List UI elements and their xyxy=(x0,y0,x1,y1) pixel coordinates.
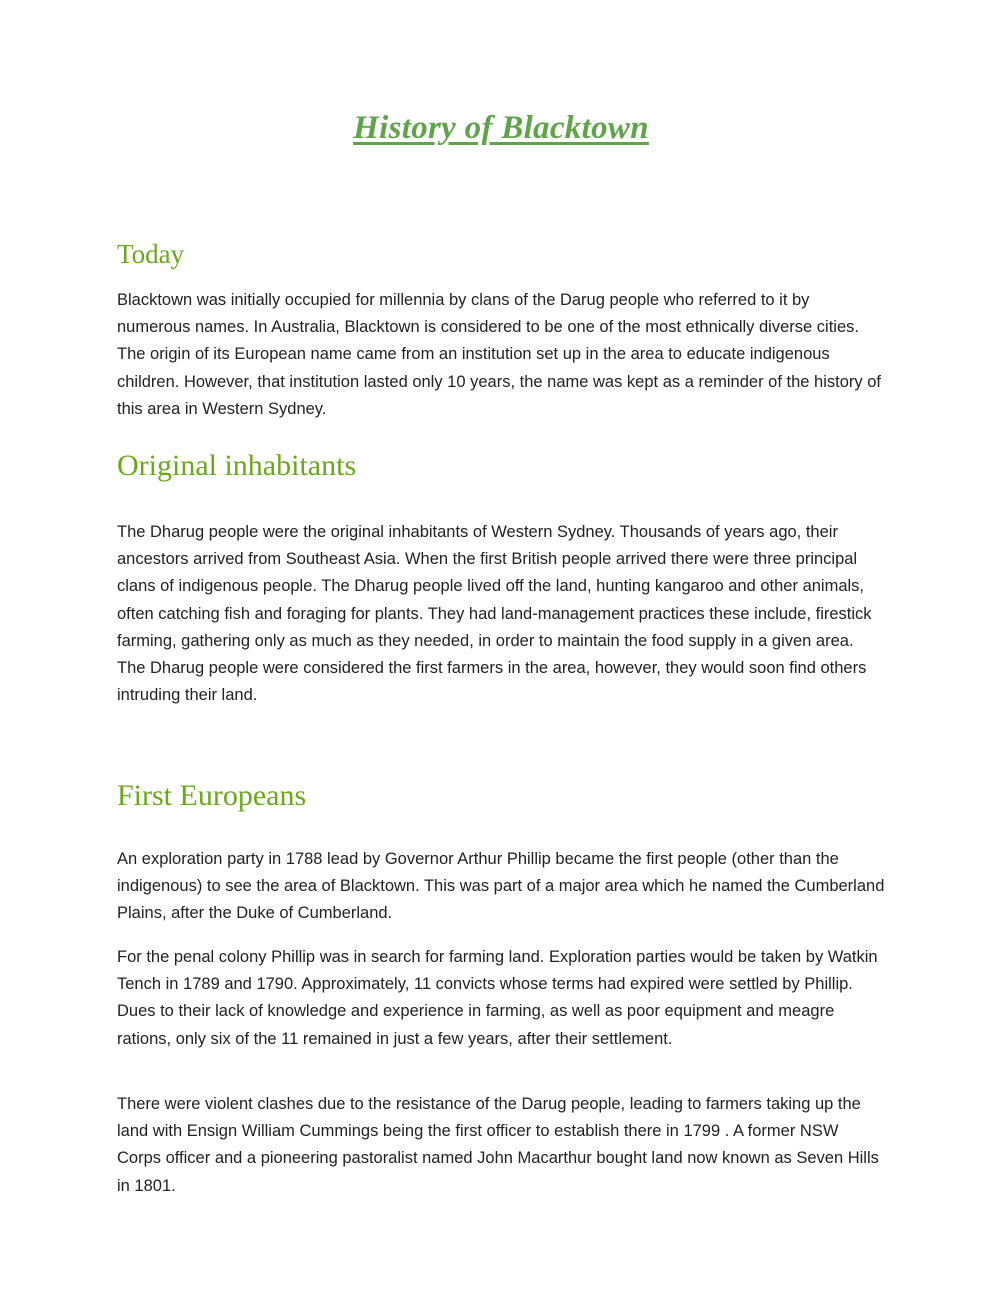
paragraph-first-europeans-1: An exploration party in 1788 lead by Governor Arthur Phillip became the first people (other than the indigenous) to see the area of Blacktown. This was part of a major area which he named the Cumberland Plains, after the Duke of Cumberland. xyxy=(117,850,885,923)
paragraph-first-europeans-3: There were violent clashes due to the resistance of the Darug people, leading to farmers taking up the land with Ensign William Cummings being the first officer to establish there in 1799 . A former NSW Corps officer and a pioneering pastoralist named John Macarthur bought land now known as Seven Hills in 1801. xyxy=(117,1095,879,1195)
paragraph-original-inhabitants-1: The Dharug people were the original inhabitants of Western Sydney. Thousands of years ago, their ancestors arrived from Southeast Asia. When the first British people arrived there were three principal clans of indigenous people. The Dharug people lived off the land, hunting kangaroo and other animals, often catching fish and foraging for plants. They had land-management practices these include, firestick farming, gathering only as much as they needed, in order to maintain the food supply in a given area. The Dharug people were considered the first farmers in the area, however, they would soon find others intruding their land. xyxy=(117,523,872,705)
section-heading-first-europeans: First Europeans xyxy=(117,779,307,812)
paragraph-today-1: Blacktown was initially occupied for millennia by clans of the Darug people who referred to it by numerous names. In Australia, Blacktown is considered to be one of the most ethnically diverse cities. The origin of its European name came from an institution set up in the area to educate indigenous children. However, that institution lasted only 10 years, the name was kept as a reminder of the history of this area in Western Sydney. xyxy=(117,291,881,418)
section-heading-today: Today xyxy=(117,239,185,269)
section-heading-original-inhabitants: Original inhabitants xyxy=(117,449,357,482)
page-title: History of Blacktown xyxy=(353,110,649,146)
paragraph-first-europeans-2: For the penal colony Phillip was in search for farming land. Exploration parties would be taken by Watkin Tench in 1789 and 1790. Approximately, 11 convicts whose terms had expired were settled by Phillip. Dues to their lack of knowledge and experience in farming, as well as poor equipment and meagre rations, only six of the 11 remained in just a few years, after their settlement. xyxy=(117,948,878,1048)
